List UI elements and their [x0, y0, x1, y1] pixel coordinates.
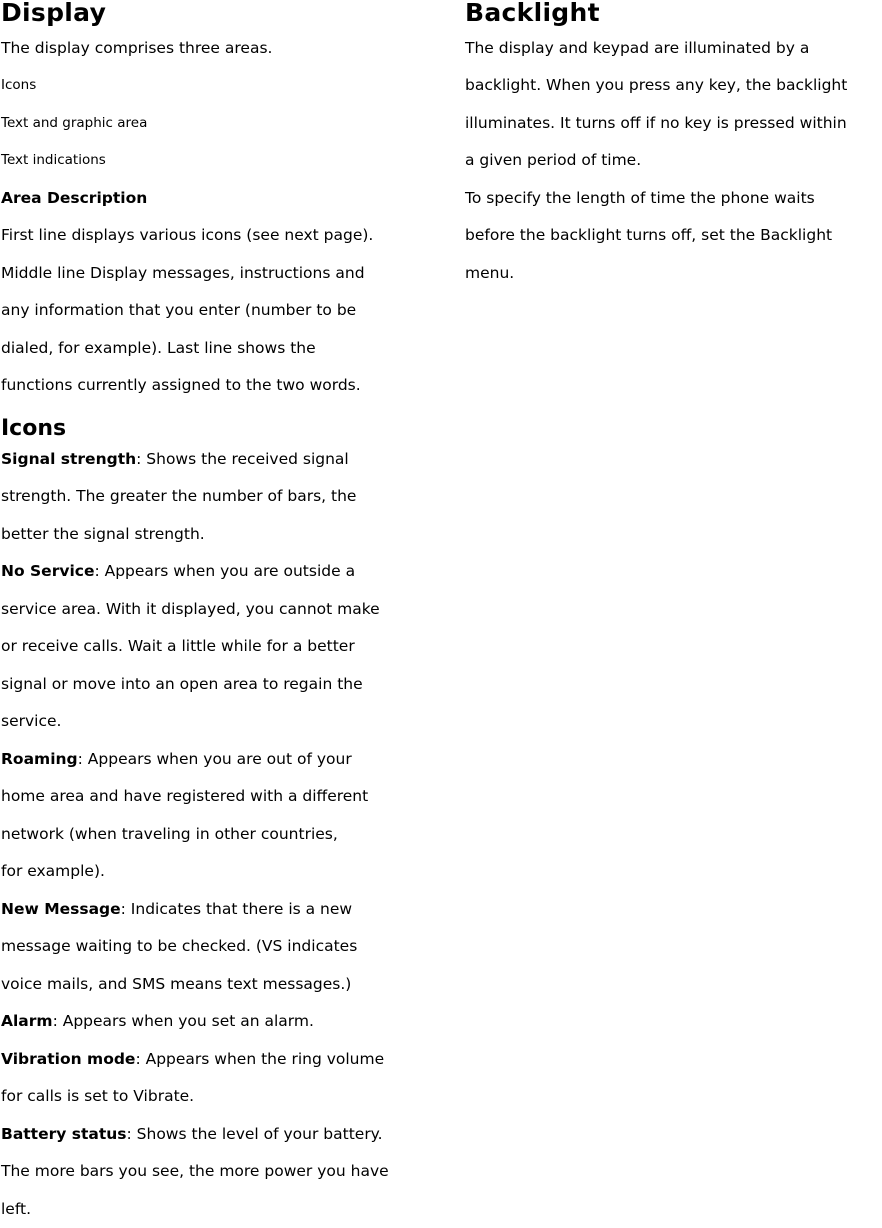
- backlight-line: To specify the length of time the phone waits: [465, 180, 882, 218]
- icon-entry-line: service area. With it displayed, you cannot make: [1, 591, 441, 629]
- icons-heading: Icons: [1, 405, 441, 441]
- term: Signal strength: [1, 450, 136, 468]
- term: Vibration mode: [1, 1050, 135, 1068]
- desc-line: functions currently assigned to the two words.: [1, 367, 441, 405]
- term: Roaming: [1, 750, 78, 768]
- icon-entry-no-service: No Service: Appears when you are outside a: [1, 553, 441, 591]
- display-intro: The display comprises three areas.: [1, 29, 441, 67]
- icon-entry-line: better the signal strength.: [1, 516, 441, 554]
- term: Alarm: [1, 1012, 53, 1030]
- term: No Service: [1, 562, 94, 580]
- desc-line: Middle line Display messages, instructions and: [1, 255, 441, 293]
- desc-line: dialed, for example). Last line shows the: [1, 330, 441, 368]
- icon-entry-battery: Battery status: Shows the level of your battery.: [1, 1116, 441, 1154]
- desc-line: First line displays various icons (see next page).: [1, 217, 441, 255]
- icon-entry-line: strength. The greater the number of bars, the: [1, 478, 441, 516]
- icon-entry-line: message waiting to be checked. (VS indicates: [1, 928, 441, 966]
- backlight-line: illuminates. It turns off if no key is pressed within: [465, 105, 882, 143]
- icon-entry-line: The more bars you see, the more power you have: [1, 1153, 441, 1191]
- icon-entry-alarm: Alarm: Appears when you set an alarm.: [1, 1003, 441, 1041]
- backlight-line: backlight. When you press any key, the backlight: [465, 67, 882, 105]
- icon-entry-line: service.: [1, 703, 441, 741]
- icon-entry-line: or receive calls. Wait a little while for a better: [1, 628, 441, 666]
- icon-entry-line: for calls is set to Vibrate.: [1, 1078, 441, 1116]
- right-column: [465, 0, 882, 292]
- backlight-line: menu.: [465, 255, 882, 293]
- backlight-line: before the backlight turns off, set the Backlight: [465, 217, 882, 255]
- icon-entry-line: network (when traveling in other countries,: [1, 816, 441, 854]
- icon-entry-line: home area and have registered with a different: [1, 778, 441, 816]
- icon-entry-roaming: Roaming: Appears when you are out of your: [1, 741, 441, 779]
- left-column: [1, 0, 441, 1228]
- icon-entry-line: for example).: [1, 853, 441, 891]
- icon-entry-vibration: Vibration mode: Appears when the ring volume: [1, 1041, 441, 1079]
- icon-entry-line: signal or move into an open area to regain the: [1, 666, 441, 704]
- term: Battery status: [1, 1125, 127, 1143]
- icon-entry-signal: Signal strength: Shows the received signal: [1, 441, 441, 479]
- area-item-text-indications: Text indications: [1, 142, 441, 180]
- area-item-icons: Icons: [1, 67, 441, 105]
- display-heading: Display: [1, 0, 441, 29]
- icon-entry-line: left.: [1, 1191, 441, 1228]
- backlight-line: a given period of time.: [465, 142, 882, 180]
- icon-entry-line: voice mails, and SMS means text messages.): [1, 966, 441, 1004]
- backlight-line: The display and keypad are illuminated by a: [465, 29, 882, 67]
- area-description-heading: Area Description: [1, 180, 441, 218]
- backlight-heading: Backlight: [465, 0, 882, 29]
- area-item-text-graphic: Text and graphic area: [1, 105, 441, 143]
- term: New Message: [1, 900, 121, 918]
- desc-line: any information that you enter (number to be: [1, 292, 441, 330]
- icon-entry-new-message: New Message: Indicates that there is a new: [1, 891, 441, 929]
